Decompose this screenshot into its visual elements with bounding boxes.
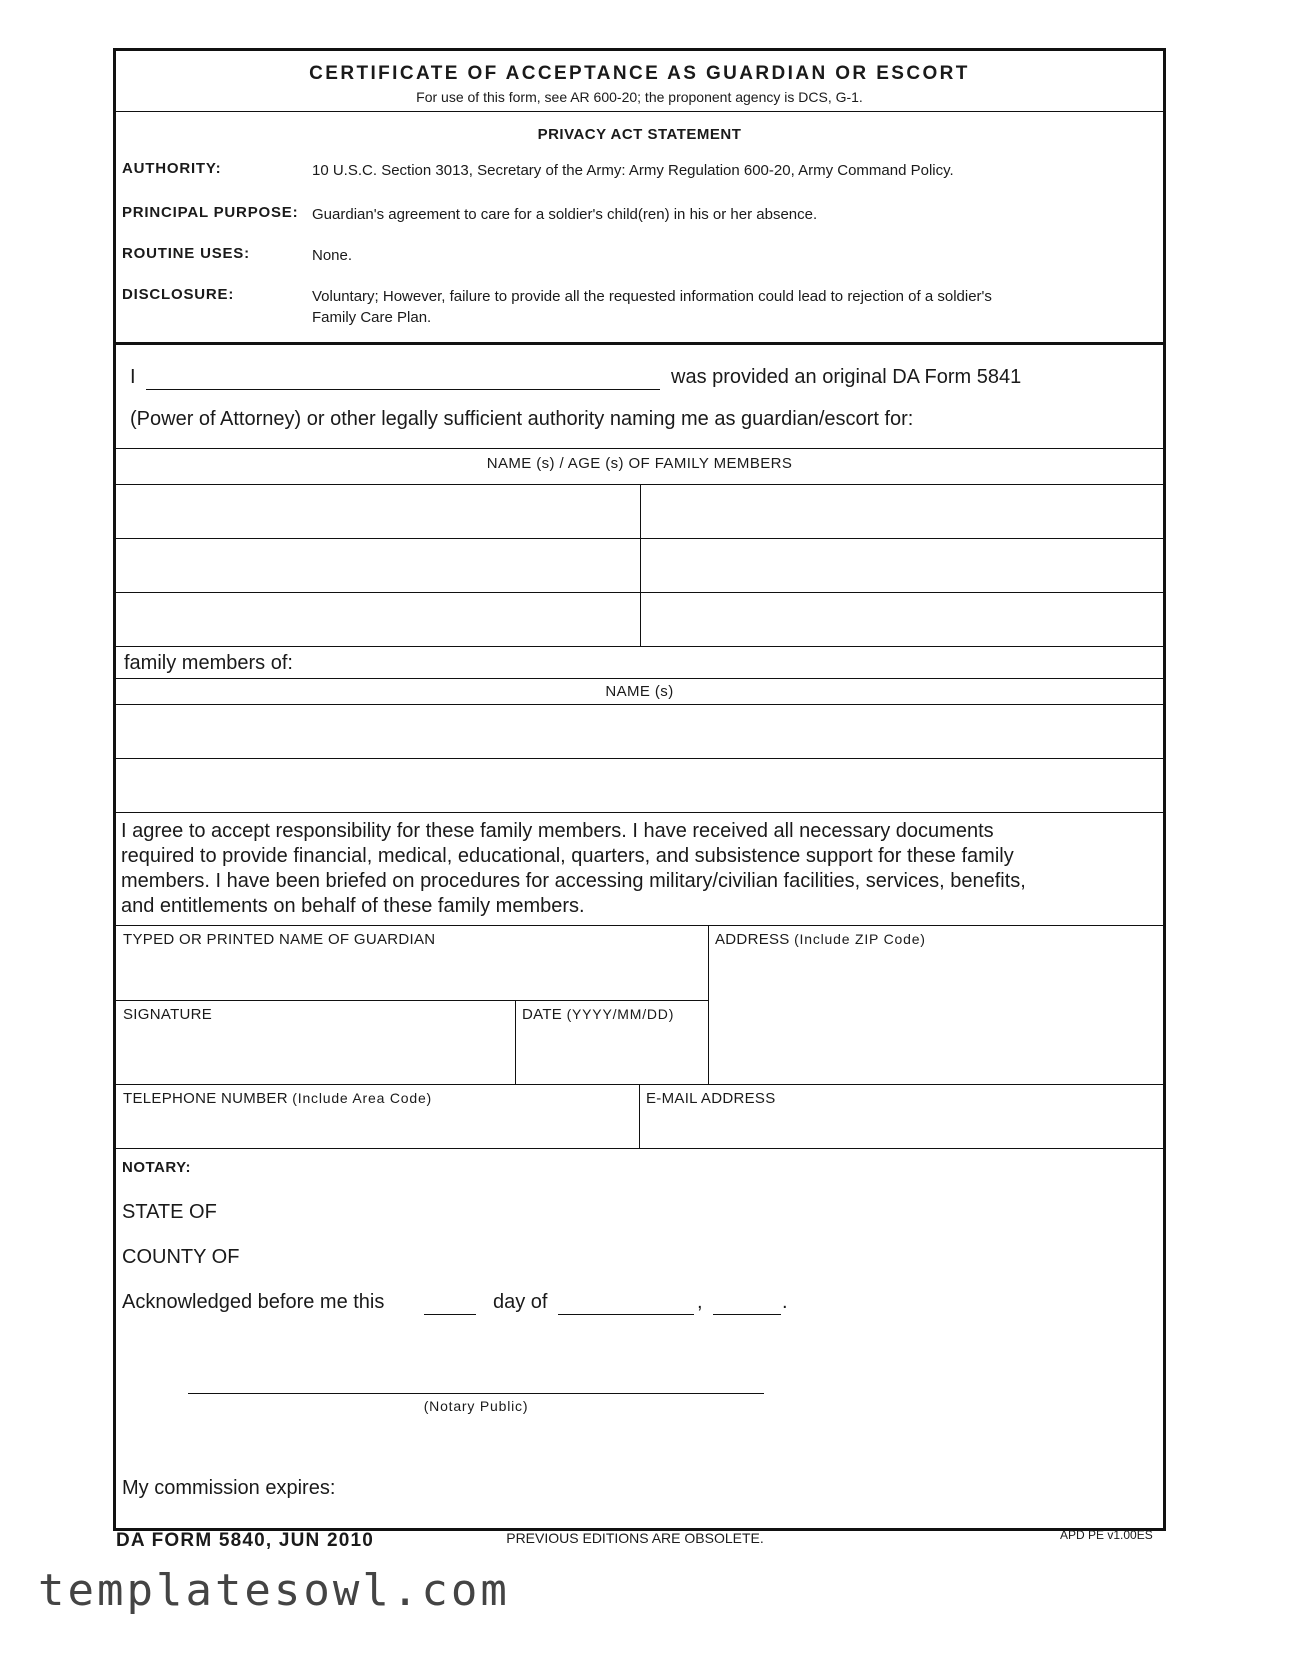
names-header: NAME (s) <box>605 683 674 700</box>
privacy-act-heading: PRIVACY ACT STATEMENT <box>537 126 742 143</box>
watermark: templatesowl.com <box>38 1565 510 1616</box>
version-label: APD PE v1.00ES <box>1060 1528 1153 1542</box>
authority-text: 10 U.S.C. Section 3013, Secretary of the Army: Army Regulation 600-20, Army Command Policy. <box>312 162 954 179</box>
notary-day-blank[interactable] <box>424 1314 476 1315</box>
divider <box>116 1000 708 1001</box>
commission-expires-label: My commission expires: <box>122 1477 336 1499</box>
form-subtitle: For use of this form, see AR 600-20; the proponent agency is DCS, G-1. <box>416 89 863 105</box>
soldier-name-row-1[interactable] <box>116 705 1163 757</box>
email-field[interactable] <box>641 1110 1163 1147</box>
statement-provided: was provided an original DA Form 5841 <box>671 366 1022 388</box>
routine-uses-text: None. <box>312 247 353 264</box>
family-member-cell-2[interactable] <box>641 485 1163 537</box>
date-label <box>522 1006 674 1023</box>
agreement-line-1: I agree to accept responsibility for these family members. I have received all necessary documents <box>121 820 994 842</box>
agreement-line-4: and entitlements on behalf of these family members. <box>121 895 585 917</box>
agreement-line-2: required to provide financial, medical, educational, quarters, and subsistence support for these family <box>121 845 1014 867</box>
notary-heading: NOTARY: <box>122 1159 192 1176</box>
divider <box>116 1148 1163 1149</box>
family-member-cell-5[interactable] <box>116 593 640 645</box>
address-label <box>715 931 926 948</box>
guardian-name-blank[interactable] <box>146 389 660 390</box>
divider <box>116 646 1163 647</box>
date-hint: (YYYY/MM/DD) <box>566 1006 675 1022</box>
divider <box>116 448 1163 449</box>
notary-public-label: (Notary Public) <box>423 1398 529 1414</box>
address-hint: (Include ZIP Code) <box>794 931 926 947</box>
telephone-field[interactable] <box>116 1110 638 1147</box>
notary-acknowledged-label: Acknowledged before me this <box>122 1291 385 1313</box>
address-label-text: ADDRESS <box>715 931 790 948</box>
family-member-cell-4[interactable] <box>641 539 1163 591</box>
family-member-cell-3[interactable] <box>116 539 640 591</box>
family-member-cell-1[interactable] <box>116 485 640 537</box>
address-field[interactable] <box>710 951 1163 1083</box>
date-field[interactable] <box>517 1026 707 1083</box>
disclosure-text-line2: Family Care Plan. <box>312 309 432 326</box>
form-id: DA FORM 5840, JUN 2010 <box>116 1530 375 1551</box>
obsolete-notice: PREVIOUS EDITIONS ARE OBSOLETE. <box>506 1530 764 1546</box>
notary-signature-line[interactable] <box>188 1393 764 1394</box>
family-members-of-label: family members of: <box>124 652 293 674</box>
notary-day-of-label: day of <box>493 1291 548 1313</box>
telephone-label-text: TELEPHONE NUMBER <box>123 1090 288 1107</box>
divider <box>116 111 1163 112</box>
telephone-hint: (Include Area Code) <box>292 1090 433 1106</box>
statement-poa: (Power of Attorney) or other legally sufficient authority naming me as guardian/escort for: <box>130 408 914 430</box>
divider <box>515 1000 516 1084</box>
divider <box>116 812 1163 813</box>
form-container <box>113 48 1166 1531</box>
routine-uses-label: ROUTINE USES: <box>122 245 250 262</box>
signature-label: SIGNATURE <box>123 1006 213 1023</box>
disclosure-label: DISCLOSURE: <box>122 286 235 303</box>
disclosure-text-line1: Voluntary; However, failure to provide all the requested information could lead to rejection of a soldier's <box>312 288 992 305</box>
email-label: E-MAIL ADDRESS <box>646 1090 776 1107</box>
notary-year-blank[interactable] <box>713 1314 781 1315</box>
divider <box>640 484 641 646</box>
notary-comma: , <box>697 1291 703 1313</box>
purpose-label: PRINCIPAL PURPOSE: <box>122 204 299 221</box>
soldier-name-row-2[interactable] <box>116 759 1163 811</box>
divider <box>116 925 1163 926</box>
date-label-text: DATE <box>522 1006 563 1023</box>
notary-state-label: STATE OF <box>122 1201 217 1223</box>
telephone-label <box>123 1090 432 1107</box>
form-title: CERTIFICATE OF ACCEPTANCE AS GUARDIAN OR ESCORT <box>309 63 970 84</box>
family-member-cell-6[interactable] <box>641 593 1163 645</box>
divider <box>116 342 1163 345</box>
guardian-name-label: TYPED OR PRINTED NAME OF GUARDIAN <box>123 931 436 948</box>
notary-county-label: COUNTY OF <box>122 1246 240 1268</box>
notary-period: . <box>782 1291 788 1313</box>
guardian-name-field[interactable] <box>116 951 707 999</box>
family-members-header: NAME (s) / AGE (s) OF FAMILY MEMBERS <box>486 455 793 472</box>
agreement-line-3: members. I have been briefed on procedures for accessing military/civilian facilities, services, benefits, <box>121 870 1026 892</box>
authority-label: AUTHORITY: <box>122 160 222 177</box>
divider <box>116 678 1163 679</box>
divider <box>708 925 709 1084</box>
signature-field[interactable] <box>116 1026 514 1083</box>
statement-i: I <box>130 366 136 388</box>
notary-month-blank[interactable] <box>558 1314 694 1315</box>
purpose-text: Guardian's agreement to care for a soldier's child(ren) in his or her absence. <box>312 206 818 223</box>
divider <box>639 1084 640 1148</box>
